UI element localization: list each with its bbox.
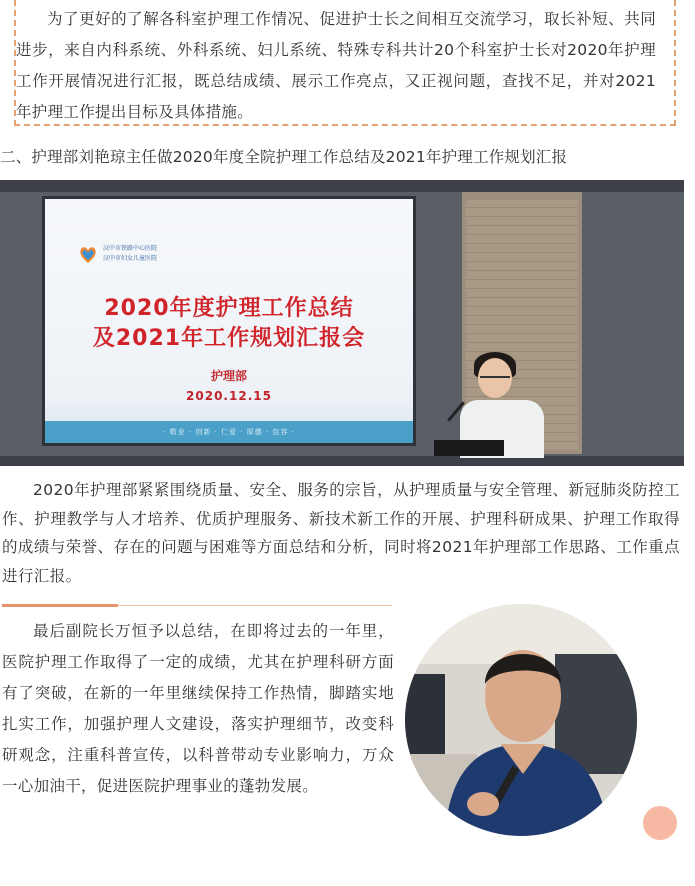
laptop xyxy=(434,440,504,456)
screen-org-line1: 汉中市铁路中心医院 xyxy=(103,245,158,252)
projection-screen xyxy=(42,196,416,446)
screen-motto-band: · 敬业 · 创新 · 仁爱 · 厚德 · 包容 · xyxy=(45,421,413,443)
screen-title-line1: 2020年度护理工作总结 xyxy=(104,296,354,321)
photo-bottom-strip xyxy=(0,456,684,466)
screen-title-line2: 及2021年工作规划汇报会 xyxy=(92,326,366,351)
decorative-dot xyxy=(643,806,677,840)
hospital-logo-icon xyxy=(77,243,99,265)
work-summary-paragraph: 2020年护理部紧紧围绕质量、安全、服务的宗旨，从护理质量与安全管理、新冠肺炎防控工作、护理教学与人才培养、优质护理服务、新技术新工作的开展、护理科研成果、护理工作取得的成绩与荣誉、存在的问题与困难等方面总结和分析，同时将2021年护理部工作思路、工作重点进行汇报。 xyxy=(2,481,680,585)
screen-org-line2: 汉中市妇女儿童医院 xyxy=(103,255,158,262)
divider-accent xyxy=(2,604,118,607)
speaker-glasses xyxy=(480,376,510,384)
screen-date: 2020.12.15 xyxy=(186,389,272,403)
screen-department: 护理部 xyxy=(210,369,247,383)
intro-paragraph: 为了更好的了解各科室护理工作情况、促进护士长之间相互交流学习，取长补短、共同进步，来自内科系统、外科系统、妇儿系统、特殊专科共计20个科室护士长对2020年护理工作开展情况进行汇报，既总结成绩、展示工作亮点，又正视问题，查找不足，并对2021年护理工作提出目标及具体措施。 xyxy=(16,10,656,121)
photo-top-strip xyxy=(0,180,684,192)
vice-president-portrait xyxy=(405,604,637,836)
closing-paragraph: 最后副院长万恒予以总结，在即将过去的一年里，医院护理工作取得了一定的成绩，尤其在护理科研方面有了突破，在新的一年里继续保持工作热情，脚踏实地扎实工作，加强护理人文建设，落实护理细节，改变科研观念，注重科普宣传，以科普带动专业影响力，万众一心加油干，促进医院护理事业的蓬勃发展。 xyxy=(2,622,394,795)
portrait-illustration xyxy=(405,604,637,836)
section-heading: 二、护理部刘艳琼主任做2020年度全院护理工作总结及2021年护理工作规划汇报 xyxy=(0,148,568,166)
